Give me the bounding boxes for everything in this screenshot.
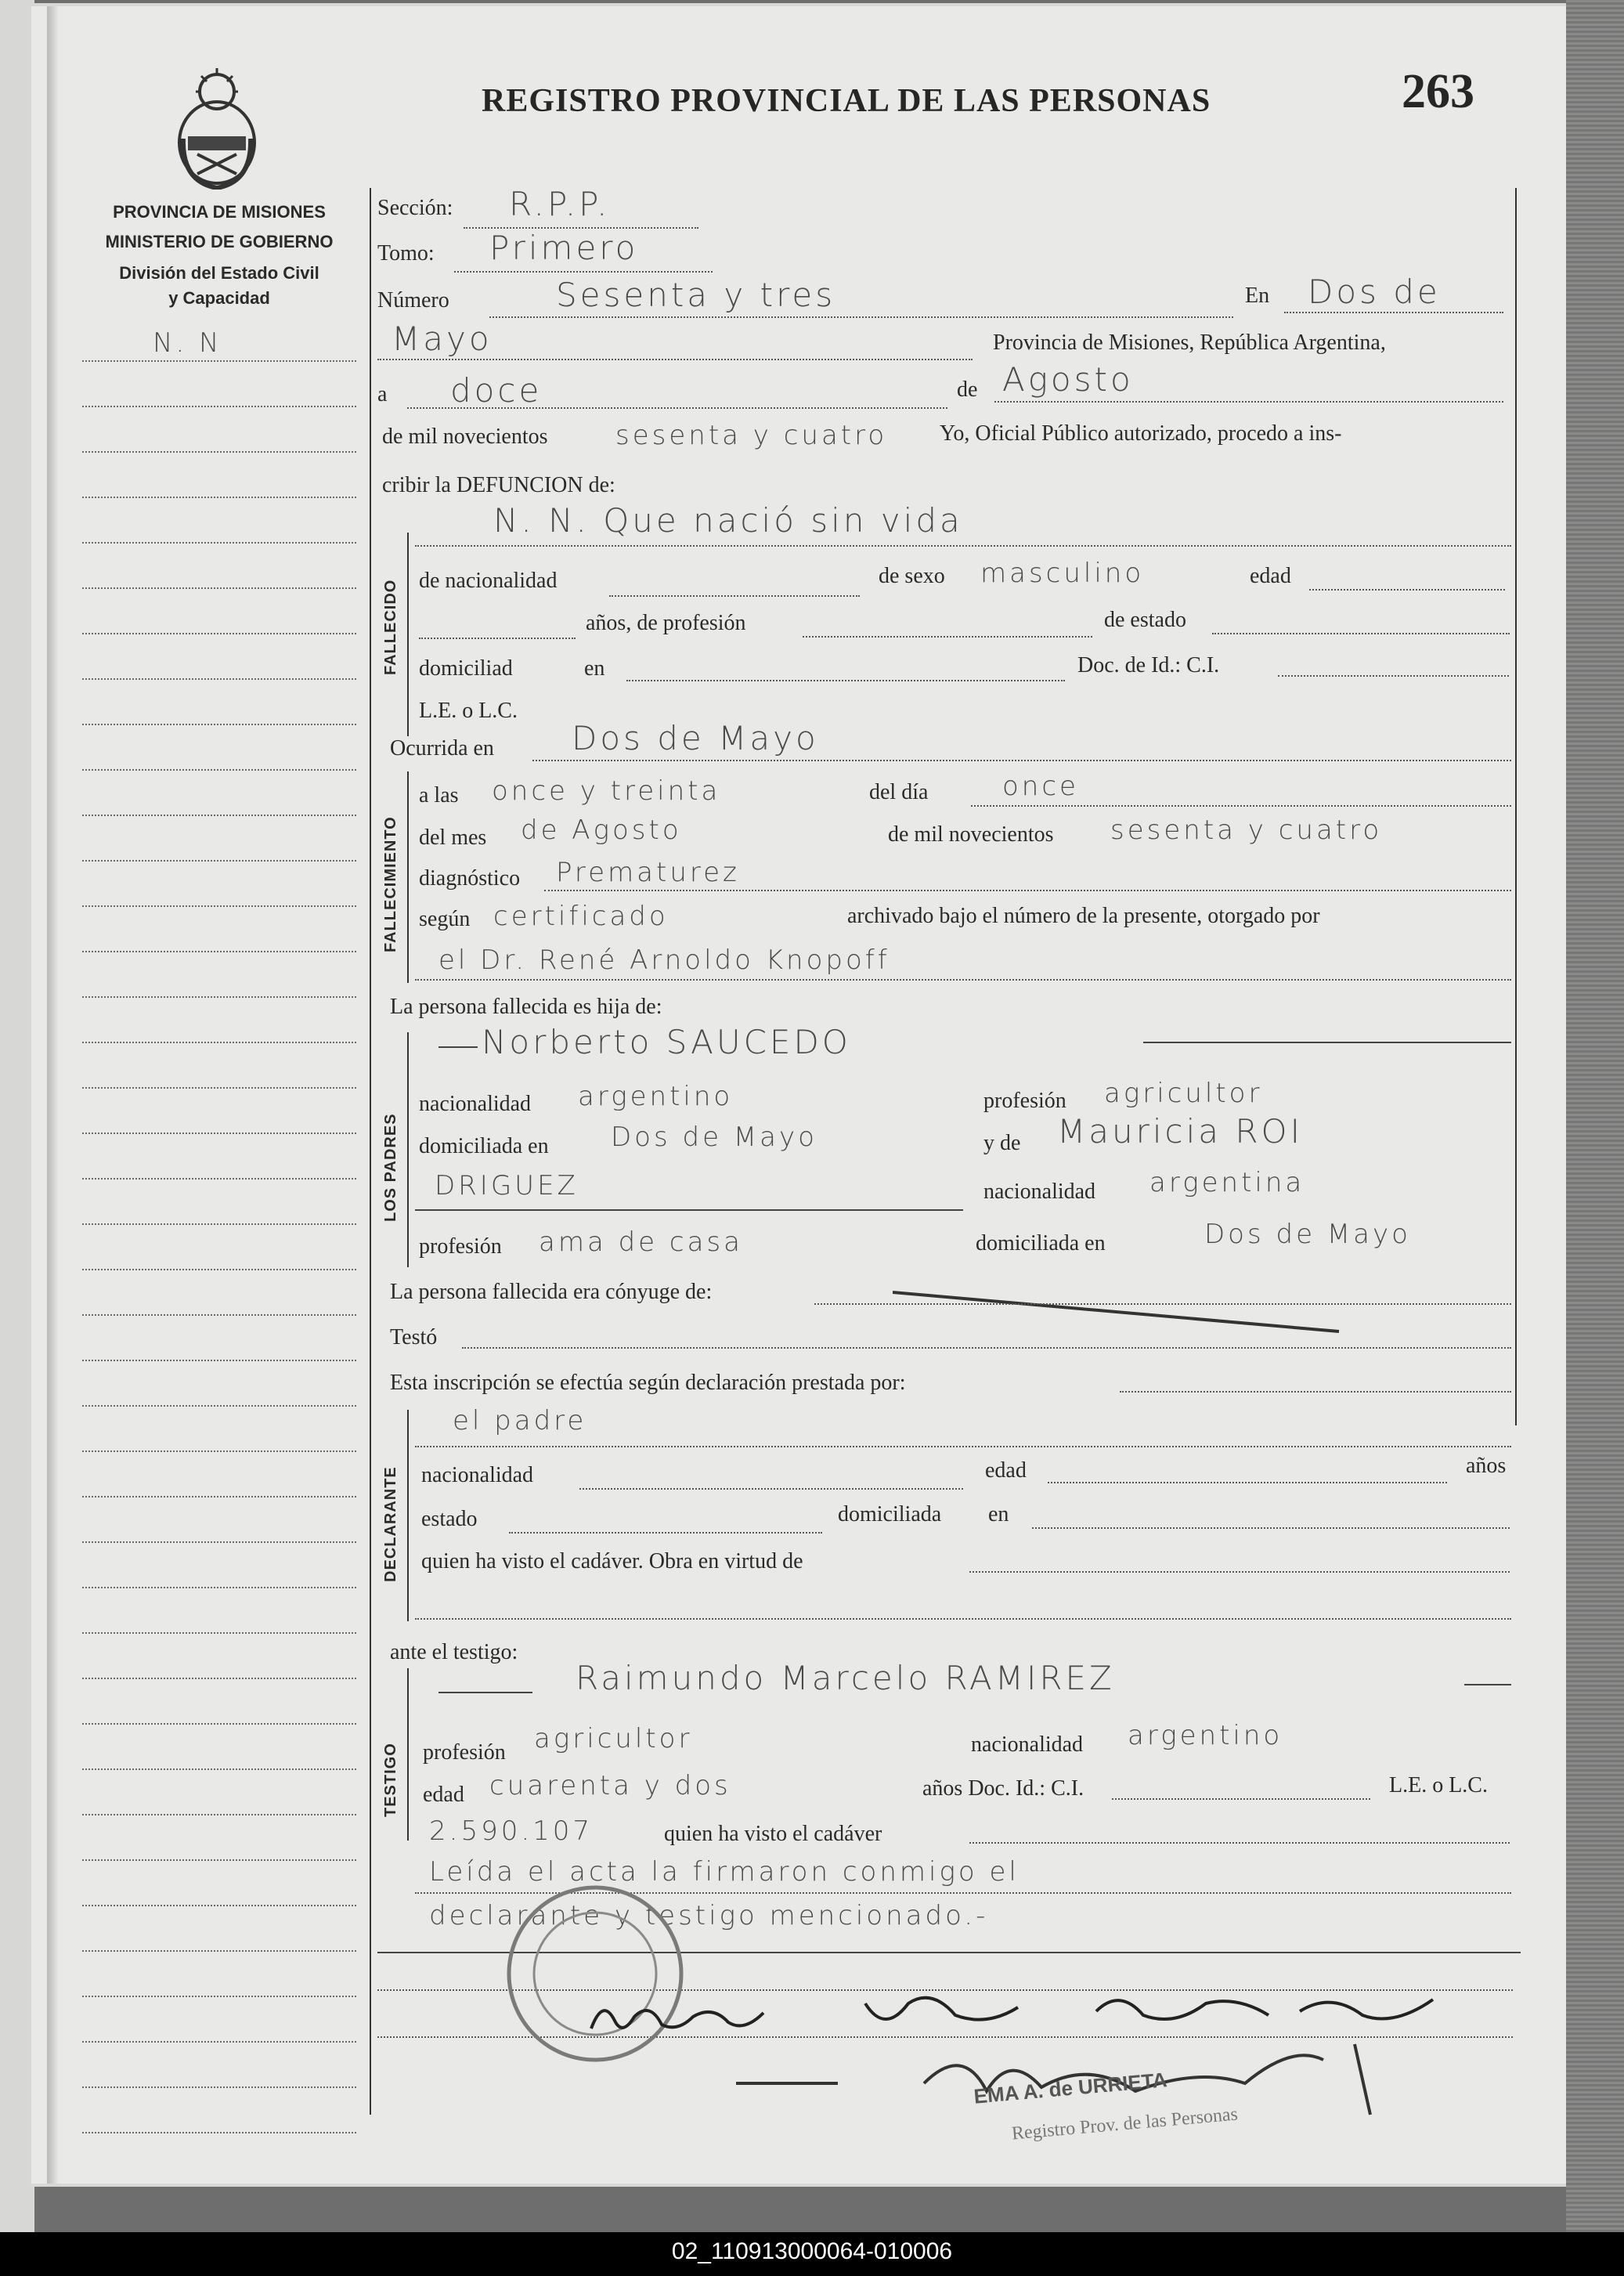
padres-domicilio: Dos de Mayo xyxy=(611,1122,817,1153)
margin-rule xyxy=(82,2132,356,2133)
decl-dom-line xyxy=(1032,1527,1510,1529)
margin-rule xyxy=(82,1496,356,1497)
numero-en-value: Dos de xyxy=(1308,273,1441,311)
declaracion-text: Esta inscripción se efectúa según declaración prestada por: xyxy=(390,1371,906,1395)
dia-fall-line xyxy=(971,805,1511,807)
anio-text: Yo, Oficial Público autorizado, procedo a ins- xyxy=(940,421,1342,446)
padres-madre2: DRIGUEZ xyxy=(435,1170,579,1201)
padres-profesion: agricultor xyxy=(1104,1078,1263,1109)
medico-line xyxy=(415,979,1511,981)
margin-rule xyxy=(82,1314,356,1316)
padre-name: Norberto SAUCEDO xyxy=(482,1023,851,1061)
fallecido-estado-label: de estado xyxy=(1104,608,1186,632)
main-left-border xyxy=(370,188,371,2115)
seccion-value: R.P.P. xyxy=(509,185,611,223)
declarante-anios-label: años xyxy=(1466,1454,1507,1478)
anio-value: sesenta y cuatro xyxy=(615,420,888,451)
main-right-border xyxy=(1515,188,1517,1425)
decl-nac-line xyxy=(579,1488,963,1490)
declarante-cadaver-text: quien ha visto el cadáver. Obra en virtud de xyxy=(421,1549,803,1573)
margin-rule xyxy=(82,497,356,498)
fallecimiento-segun-value: certificado xyxy=(493,901,669,932)
declarante-nacionalidad-label: nacionalidad xyxy=(421,1463,534,1487)
fallecido-sexo-value: masculino xyxy=(980,558,1145,589)
margin-rule xyxy=(82,451,356,453)
fallecimiento-mil-label: de mil novecientos xyxy=(888,822,1054,847)
testigo-nacionalidad: argentino xyxy=(1128,1720,1283,1751)
margin-rule xyxy=(82,360,356,362)
margin-rule xyxy=(82,769,356,771)
fallecido-doc-label: Doc. de Id.: C.I. xyxy=(1077,653,1220,677)
binding-spine xyxy=(47,6,58,2184)
numero-line xyxy=(489,316,1233,318)
page-number: 263 xyxy=(1402,65,1474,118)
margin-rule xyxy=(82,1814,356,1815)
fall-doc-line xyxy=(1278,675,1509,677)
margin-rule xyxy=(82,1996,356,1997)
testo-label: Testó xyxy=(390,1325,438,1349)
decl-edad-line xyxy=(1048,1482,1447,1483)
testigo-cadaver-line xyxy=(969,1842,1510,1844)
margin-rule xyxy=(82,1360,356,1361)
margin-rule xyxy=(82,2086,356,2088)
margin-rule xyxy=(82,1269,356,1270)
fallecimiento-diagnostico: Prematurez xyxy=(556,857,740,888)
padre-dash-right xyxy=(1143,1042,1511,1043)
fall-edad-line xyxy=(1309,589,1505,591)
margin-rule xyxy=(82,1859,356,1861)
fallecimiento-a-las-label: a las xyxy=(419,783,459,807)
padres-domiciliada2-label: domiciliada en xyxy=(976,1231,1106,1255)
fecha-mes: Agosto xyxy=(1002,360,1134,399)
footer-caption: 02_110913000064-010006 xyxy=(671,2238,953,2264)
declaracion-line xyxy=(1120,1391,1511,1393)
margin-rule xyxy=(82,1950,356,1952)
margin-rule xyxy=(82,1541,356,1543)
padre-dash-left xyxy=(438,1046,478,1048)
fallecimiento-hora: once y treinta xyxy=(492,775,721,807)
stamp-line2: Registro Prov. de las Personas xyxy=(1010,2104,1239,2144)
fallecido-bracket xyxy=(407,533,409,736)
testo-line xyxy=(462,1347,1511,1349)
testigo-cadaver-text: quien ha visto el cadáver xyxy=(664,1822,882,1846)
testigo-profesion-label: profesión xyxy=(423,1740,506,1765)
padres-domiciliada-label: domiciliada en xyxy=(419,1134,549,1158)
margin-rule xyxy=(82,542,356,544)
fallecido-anios-label: años, de profesión xyxy=(586,611,746,635)
testigo-dash-left xyxy=(438,1692,532,1693)
closing-line1: Leída el acta la firmaron conmigo el xyxy=(429,1856,1020,1888)
margin-rule xyxy=(82,1768,356,1770)
testigo-anios-doc-label: años Doc. Id.: C.I. xyxy=(922,1776,1084,1801)
fallecido-section-label: FALLECIDO xyxy=(382,579,399,675)
fall-nac-line xyxy=(609,595,860,597)
fecha-dia: doce xyxy=(450,371,543,410)
margin-rule xyxy=(82,1042,356,1043)
tomo-label: Tomo: xyxy=(377,241,435,266)
margin-rule xyxy=(82,406,356,407)
declarante-edad-label: edad xyxy=(985,1458,1027,1483)
margin-rule xyxy=(82,1133,356,1134)
padres-madre1: Mauricia ROI xyxy=(1057,1112,1304,1151)
coat-of-arms-emblem xyxy=(166,64,268,190)
padres-profesion-label: profesión xyxy=(983,1089,1066,1113)
testigo-nacionalidad-label: nacionalidad xyxy=(971,1732,1084,1757)
margin-rule xyxy=(82,996,356,998)
fallecimiento-segun-label: según xyxy=(419,907,471,931)
padres-profesion2-label: profesión xyxy=(419,1234,502,1259)
stamp-line1: EMA A. de URRIETA xyxy=(973,2068,1168,2108)
org-capacity: y Capacidad xyxy=(168,288,270,308)
margin-rule xyxy=(82,860,356,862)
fall-estado-line xyxy=(1212,633,1510,634)
tomo-value: Primero xyxy=(489,229,639,267)
margin-rule xyxy=(82,1678,356,1679)
declarante-estado-label: estado xyxy=(421,1507,478,1531)
declarante-section-label: DECLARANTE xyxy=(382,1466,399,1582)
fallecimiento-mes: de Agosto xyxy=(521,815,682,846)
margin-rule xyxy=(82,2041,356,2043)
numero-en-value2: Mayo xyxy=(392,320,493,358)
numero-value: Sesenta y tres xyxy=(556,276,836,314)
fallecido-nacionalidad-label: de nacionalidad xyxy=(419,569,558,593)
seccion-label: Sección: xyxy=(377,196,453,220)
padres-nacionalidad2: argentina xyxy=(1149,1167,1305,1198)
fallecimiento-medico: el Dr. René Arnoldo Knopoff xyxy=(438,945,890,976)
fallecimiento-section-label: FALLECIMIENTO xyxy=(382,816,399,952)
margin-rule xyxy=(82,1223,356,1225)
declarante-bracket xyxy=(407,1410,409,1621)
margin-rule xyxy=(82,587,356,589)
document-title: REGISTRO PROVINCIAL DE LAS PERSONAS xyxy=(482,83,1211,119)
fall-prof-line xyxy=(803,636,1092,638)
fallecimiento-diagnostico-label: diagnóstico xyxy=(419,866,521,891)
margin-rule xyxy=(82,905,356,907)
mayo-line xyxy=(377,359,973,360)
fall-dom-line xyxy=(626,680,1065,681)
margin-rule xyxy=(82,1178,356,1180)
padres-nacionalidad: argentino xyxy=(578,1081,734,1112)
madre2-line xyxy=(415,1209,963,1211)
fallecimiento-dia: once xyxy=(1002,771,1079,802)
declarante-line xyxy=(415,1446,1511,1447)
numero-en-label: En xyxy=(1245,284,1270,308)
declarante-en-label: en xyxy=(988,1502,1009,1526)
margin-rule xyxy=(82,633,356,634)
adjacent-page-edge xyxy=(0,0,34,2232)
margin-note: N. N xyxy=(153,327,222,359)
fallecido-edad-label: edad xyxy=(1250,564,1291,588)
margin-rule xyxy=(82,724,356,725)
decl-obra-line xyxy=(969,1571,1510,1573)
conyuge-text: La persona fallecida era cónyuge de: xyxy=(390,1280,713,1304)
margin-rule xyxy=(82,951,356,952)
margin-rule xyxy=(82,1405,356,1407)
fallecimiento-bracket xyxy=(407,771,409,983)
decl-extra-line xyxy=(415,1618,1511,1620)
conyuge-cross-line xyxy=(893,1284,1347,1339)
ocurrida-value: Dos de Mayo xyxy=(572,719,819,757)
hija-text: La persona fallecida es hija de: xyxy=(390,995,662,1019)
margin-rule xyxy=(82,1587,356,1588)
testigo-profesion: agricultor xyxy=(534,1723,693,1754)
padres-nacionalidad-label: nacionalidad xyxy=(419,1092,532,1116)
closing-line2: declarante y testigo mencionado.- xyxy=(429,1900,989,1931)
inscribir-text: cribir la DEFUNCION de: xyxy=(382,473,615,497)
dia-line xyxy=(407,407,947,409)
padres-profesion2: ama de casa xyxy=(539,1227,743,1258)
org-ministry: MINISTERIO DE GOBIERNO xyxy=(105,232,334,251)
margin-rule xyxy=(82,1905,356,1906)
fallecimiento-del-mes-label: del mes xyxy=(419,826,487,850)
decl-estado-line xyxy=(509,1532,822,1534)
testigo-edad: cuarenta y dos xyxy=(489,1770,731,1801)
testigo-edad-label: edad xyxy=(423,1783,464,1807)
fallecido-sexo-label: de sexo xyxy=(879,564,945,588)
margin-rule xyxy=(82,1723,356,1725)
conyuge-line xyxy=(814,1303,1511,1305)
declarante-value: el padre xyxy=(453,1405,587,1436)
testigo-text: ante el testigo: xyxy=(390,1640,518,1664)
declarante-domiciliada-label: domiciliada xyxy=(838,1502,942,1526)
fall-anios-pre-line xyxy=(419,638,576,639)
fecha-de-label: de xyxy=(957,378,978,402)
testigo-le-label: L.E. o L.C. xyxy=(1389,1773,1488,1797)
testigo-section-label: TESTIGO xyxy=(382,1743,399,1817)
margin-rule xyxy=(82,815,356,816)
fecha-a-label: a xyxy=(377,382,388,406)
margin-rule xyxy=(82,1087,356,1089)
en-line xyxy=(1284,312,1503,313)
anio-label: de mil novecientos xyxy=(382,424,548,449)
tomo-line xyxy=(454,271,713,273)
ocurrida-label: Ocurrida en xyxy=(390,736,494,760)
org-province: PROVINCIA DE MISIONES xyxy=(113,202,326,222)
org-division: División del Estado Civil xyxy=(119,263,319,283)
padres-nacionalidad2-label: nacionalidad xyxy=(983,1180,1096,1204)
testigo-bracket xyxy=(407,1668,409,1841)
diag-line xyxy=(544,890,1511,891)
padres-bracket xyxy=(407,1032,409,1267)
margin-rule xyxy=(82,1450,356,1452)
fallecido-le-label: L.E. o L.C. xyxy=(419,699,518,723)
testigo-name: Raimundo Marcelo RAMIREZ xyxy=(576,1659,1115,1697)
padres-domicilio2: Dos de Mayo xyxy=(1204,1219,1411,1250)
testigo-doc-number: 2.590.107 xyxy=(429,1815,594,1847)
fallecido-name: N. N. Que nació sin vida xyxy=(493,501,963,540)
province-text: Provincia de Misiones, República Argentina, xyxy=(993,331,1386,355)
margin-rule xyxy=(82,1632,356,1634)
fallecimiento-del-dia-label: del día xyxy=(869,780,929,804)
ocurrida-line xyxy=(532,760,1511,761)
fallecido-en-label: en xyxy=(584,656,605,681)
testigo-dash-right xyxy=(1464,1684,1511,1685)
mes-line xyxy=(994,401,1503,403)
testigo-ci-line xyxy=(1112,1798,1370,1800)
book-cover-edge xyxy=(1566,0,1624,2232)
fallecido-domiciliado-label: domiciliad xyxy=(419,656,513,681)
padres-section-label: LOS PADRES xyxy=(382,1113,399,1222)
fallecimiento-anio: sesenta y cuatro xyxy=(1110,815,1383,846)
fallecido-name-line xyxy=(415,545,1511,547)
padres-y-de-label: y de xyxy=(983,1131,1021,1155)
fallecimiento-archivado-text: archivado bajo el número de la presente, otorgado por xyxy=(847,904,1320,928)
margin-rule xyxy=(82,678,356,680)
numero-label: Número xyxy=(377,288,449,312)
